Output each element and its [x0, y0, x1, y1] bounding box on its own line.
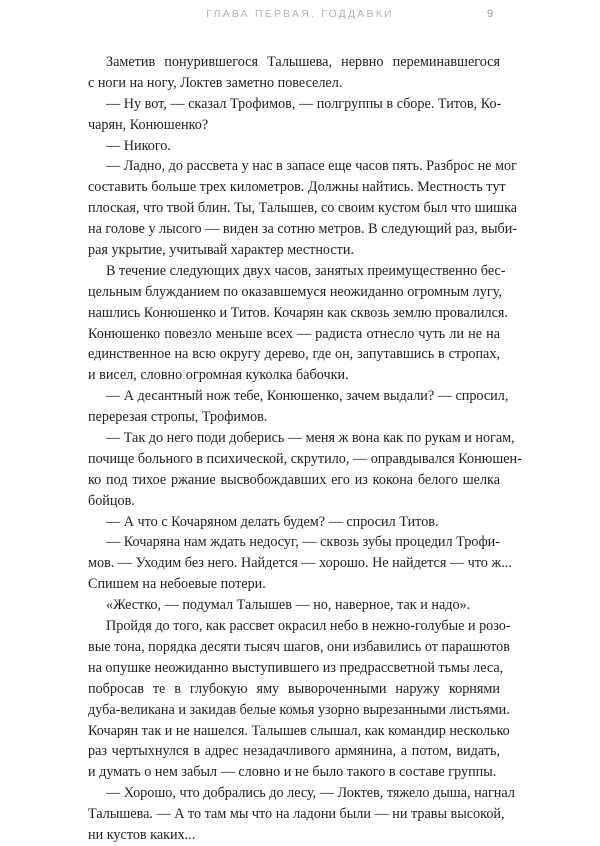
text-line: с ноги на ногу, Локтев заметно повеселел. [88, 74, 343, 91]
text-line: чарян, Конюшенко? [88, 116, 209, 133]
text-line: — Так до него поди доберись — меня ж вона как по рукам и ногам, [106, 430, 515, 447]
text-line: перерезая стропы, Трофимов. [88, 409, 268, 426]
text-line: Пройдя до того, как рассвет окрасил небо в нежно-голубые и розо- [106, 618, 511, 635]
text-line: Талышева. — А то там мы что на ладони были — ни травы высокой, [88, 806, 505, 823]
running-head: ГЛАВА ПЕРВАЯ. ГОДДАВКИ [206, 8, 394, 20]
text-line: составить больше трех километров. Должны найтись. Местность тут [88, 179, 506, 196]
text-line: и висел, словно огромная куколка бабочки. [88, 367, 349, 384]
text-line: ни кустов каких... [88, 826, 196, 843]
page-header [0, 0, 600, 24]
page-number: 9 [487, 8, 494, 20]
text-line: Заметив понурившегося Талышева, нервно переминавшегося [106, 54, 500, 70]
text-line: вые тона, порядка десяти тысяч шагов, они избавились от парашютов [88, 638, 510, 655]
text-line: цельным блужданием по оказавшемуся неожиданно огромным лугу, [88, 283, 502, 300]
text-line: единственное на всю округу дерево, где он, запутавшись в стропах, [88, 346, 500, 363]
text-line: Конюшенко повезло меньше всех — радиста отнесло чуть ли не на [88, 325, 500, 342]
text-line: почище больного в психической, скрутило, — оправдывался Конюшен- [88, 450, 522, 467]
text-line: нашлись Конюшенко и Титов. Кочарян как сквозь землю провалился. [88, 304, 508, 321]
text-line: Кочарян так и не нашелся. Талышев слышал, как командир несколько [88, 722, 510, 739]
text-line: — Ладно, до рассвета у нас в запасе еще часов пять. Разброс не мог [106, 158, 517, 175]
text-line: — А что с Кочаряном делать будем? — спросил Титов. [106, 513, 439, 530]
text-line: — Хорошо, что добрались до лесу, — Локтев, тяжело дыша, нагнал [106, 785, 515, 802]
text-line: и думать о нем забыл — словно и не было такого в составе группы. [88, 764, 497, 781]
text-line: ко под тихое ржание высвобождавших его из кокона белого шелка [88, 471, 500, 488]
text-line: на опушке неожиданно выступившего из предрассветной тьмы леса, [88, 659, 504, 676]
text-line: — А десантный нож тебе, Конюшенко, зачем выдали? — спросил, [106, 388, 509, 405]
text-line: мов. — Уходим без него. Найдется — хорошо. Не найдется — что ж... [88, 555, 512, 572]
text-line: В течение следующих двух часов, занятых преимущественно бес- [106, 262, 506, 279]
text-line: рая укрытие, учитывай характер местности. [88, 242, 355, 259]
text-line: бойцов. [88, 492, 135, 509]
text-line: Спишем на небоевые потери. [88, 576, 266, 593]
text-line: — Ну вот, — сказал Трофимов, — полгруппы в сборе. Титов, Ко- [106, 95, 502, 112]
text-line: побросав те в глубокую яму вывороченными наружу корнями [88, 680, 500, 697]
body-text [88, 52, 522, 846]
text-line: «Жестко, — подумал Талышев — но, наверное, так и надо». [106, 597, 471, 614]
text-line: — Кочаряна нам ждать недосуг, — сквозь зубы процедил Трофи- [106, 534, 500, 551]
text-line: раз чертыхнулся в адрес незадачливого армянина, а потом, видать, [88, 743, 500, 760]
text-line: плоская, что твой блин. Ты, Талышев, со своим кустом был что шишка [88, 200, 518, 217]
text-line: на голове у лысого — виден за сотню метров. В следующий раз, выби- [88, 221, 518, 238]
text-line: дуба-великана и закидав белые комья узорно вырезанными листьями. [88, 701, 510, 718]
text-line: — Никого. [106, 137, 171, 154]
